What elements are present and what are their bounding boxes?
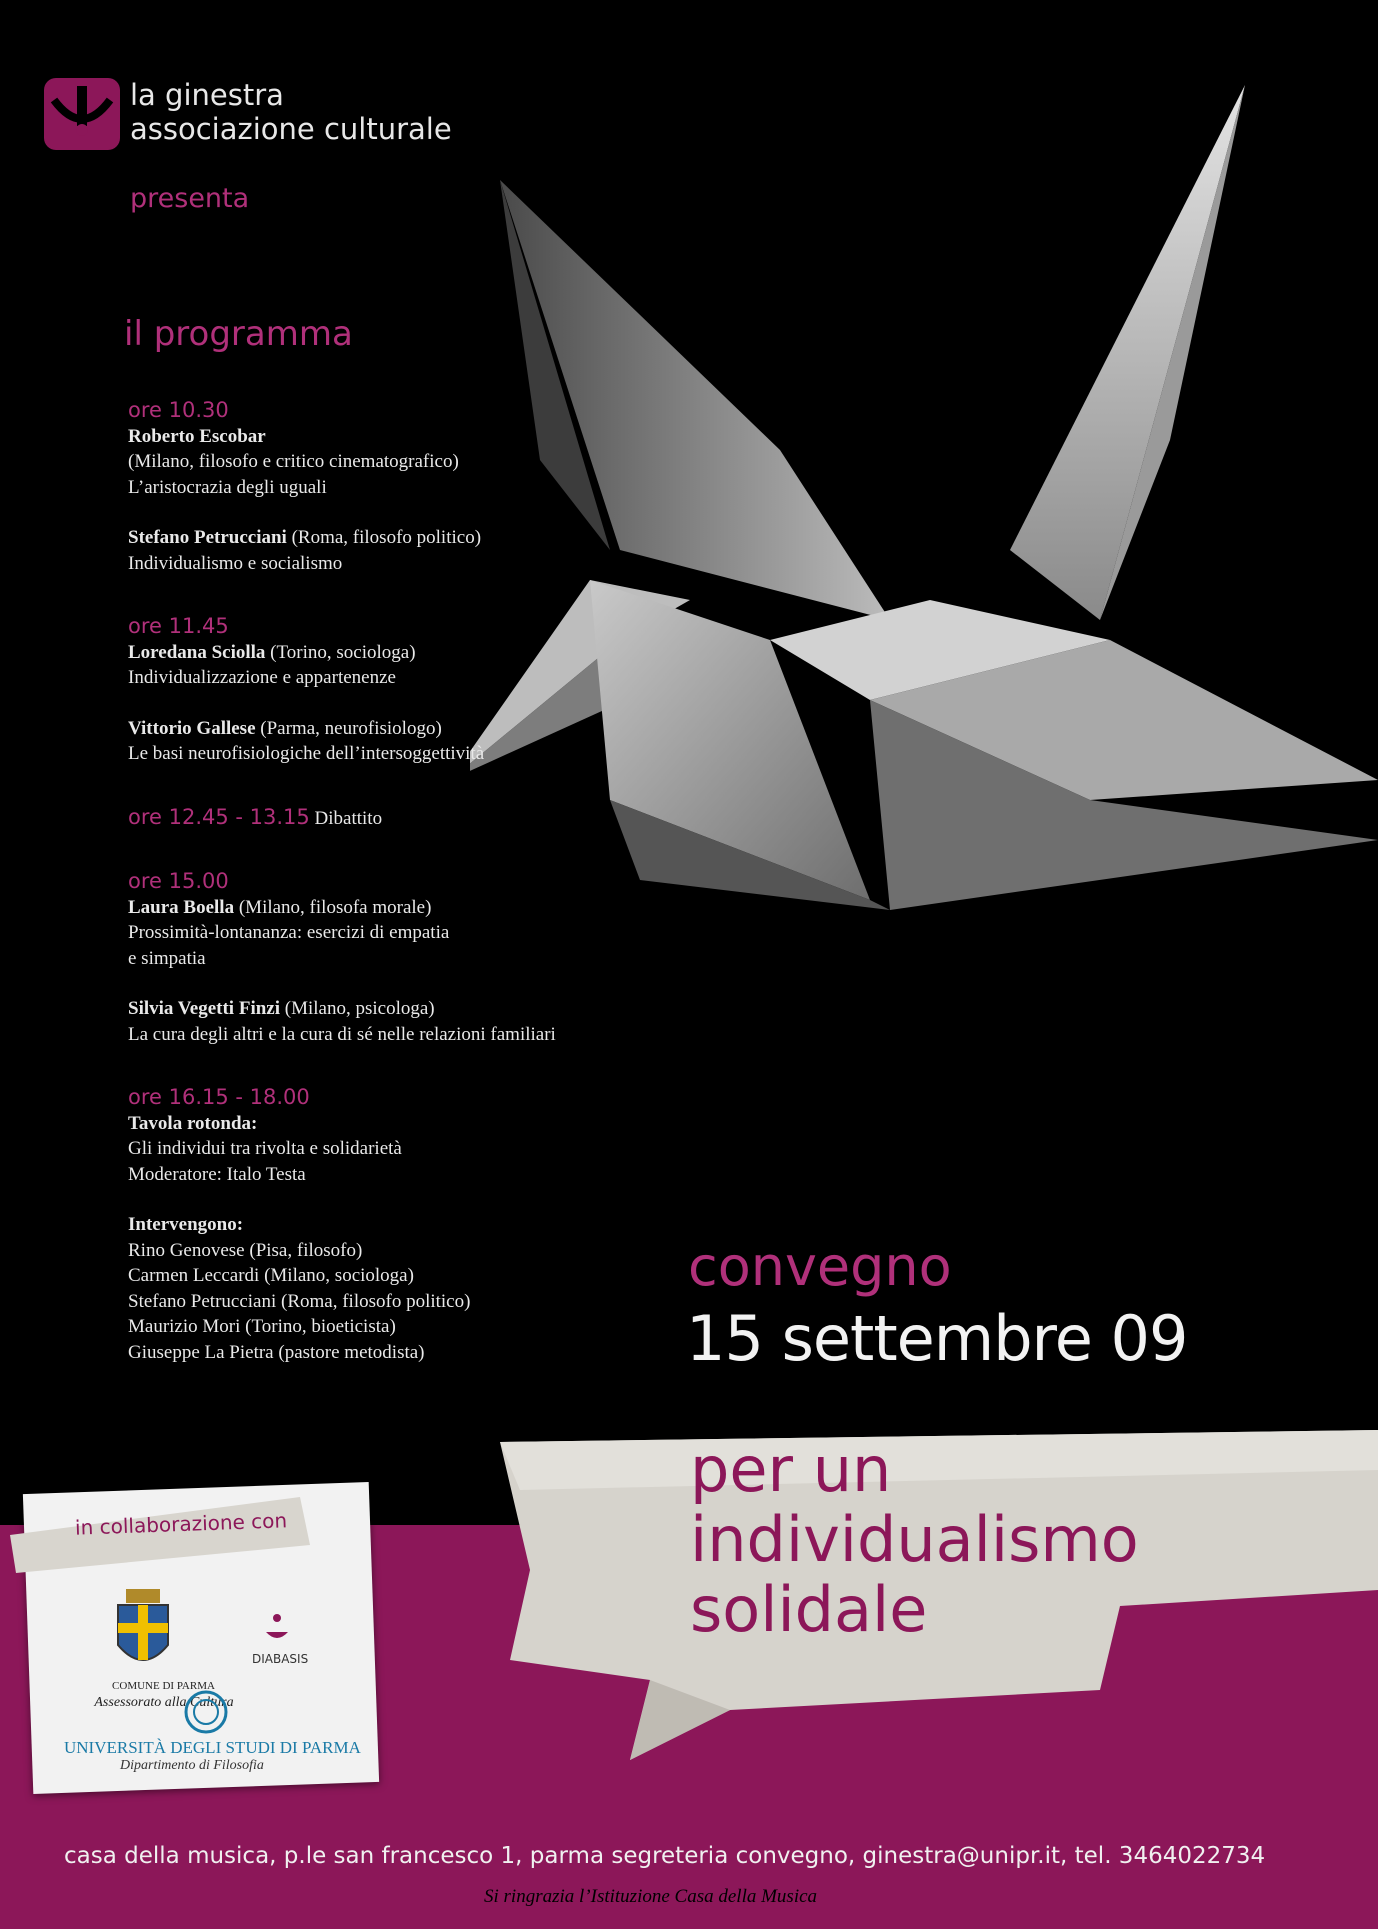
talk-title: Individualizzazione e appartenenze xyxy=(128,667,396,688)
diabasis-label: DIABASIS xyxy=(252,1652,309,1666)
session-time: ore 10.30 xyxy=(128,398,229,422)
speaker-name: Silvia Vegetti Finzi xyxy=(128,998,280,1019)
program-title: il programma xyxy=(124,314,353,354)
diabasis-logo-icon xyxy=(262,1612,292,1646)
speaker-info: (Roma, filosofo politico) xyxy=(286,527,482,548)
speaker-name: Vittorio Gallese xyxy=(128,717,256,739)
assessorato-label: Assessorato alla Cultura xyxy=(94,1695,234,1710)
speaker-item: Carmen Leccardi (Milano, sociologa) xyxy=(128,1265,414,1286)
presenta-label: presenta xyxy=(130,183,250,214)
talk-title: L’aristocrazia degli uguali xyxy=(128,476,327,498)
event-title-line2: individualismo xyxy=(690,1503,1139,1576)
session-time: ore 11.45 xyxy=(128,614,229,638)
event-title-line1: per un xyxy=(690,1433,892,1506)
speaker-name: Roberto Escobar xyxy=(128,425,266,447)
comune-di-parma-label: COMUNE DI PARMA xyxy=(112,1680,215,1692)
speaker-item: Maurizio Mori (Torino, bioeticista) xyxy=(128,1316,396,1337)
department-label: Dipartimento di Filosofia xyxy=(120,1758,264,1773)
speaker-info: (Torino, sociologa) xyxy=(265,641,416,663)
org-name-line2: associazione culturale xyxy=(130,112,452,146)
university-seal-icon xyxy=(184,1690,228,1734)
org-name-line1: la ginestra xyxy=(130,78,284,112)
speaker-info: (Milano, filosofo e critico cinematografico) xyxy=(128,451,459,472)
speaker-item: Giuseppe La Pietra (pastore metodista) xyxy=(128,1341,425,1363)
program-list xyxy=(128,398,668,1390)
event-title-line3: solidale xyxy=(690,1573,928,1646)
talk-title-cont: e simpatia xyxy=(128,947,206,969)
speaker-item: Rino Genovese (Pisa, filosofo) xyxy=(128,1239,363,1261)
session-1145 xyxy=(128,614,668,767)
la-ginestra-logo-icon xyxy=(44,78,120,150)
session-time: ore 15.00 xyxy=(128,869,229,893)
comune-di-parma-crest-icon xyxy=(108,1585,178,1677)
speaker-item: Stefano Petrucciani (Roma, filosofo politico) xyxy=(128,1290,471,1312)
roundtable-moderator: Moderatore: Italo Testa xyxy=(128,1163,306,1185)
collaboration-label: in collaborazione con xyxy=(74,1508,288,1540)
session-label: Dibattito xyxy=(309,807,383,829)
session-1500 xyxy=(128,869,668,1047)
roundtable-title: Tavola rotonda: xyxy=(128,1112,258,1134)
footer-thanks: Si ringrazia l’Istituzione Casa della Musica xyxy=(484,1886,818,1907)
org-name xyxy=(130,78,452,146)
talk-title: Prossimità-lontananza: esercizi di empatia xyxy=(128,922,450,943)
talk-title: Individualismo e socialismo xyxy=(128,552,343,574)
convegno-label: convegno xyxy=(688,1235,952,1298)
university-label: UNIVERSITÀ DEGLI STUDI DI PARMA xyxy=(64,1738,361,1757)
speaker-info: (Milano, psicologa) xyxy=(280,998,435,1019)
speaker-name: Laura Boella xyxy=(128,896,235,918)
session-1030 xyxy=(128,398,668,576)
speaker-name: Stefano Petrucciani xyxy=(128,527,287,548)
speaker-info: (Milano, filosofa morale) xyxy=(234,896,432,918)
session-debate xyxy=(128,805,668,832)
speaker-info: (Parma, neurofisiologo) xyxy=(255,717,442,739)
talk-title: Le basi neurofisiologiche dell’intersoggettività xyxy=(128,743,485,764)
session-time: ore 12.45 - 13.15 xyxy=(128,804,310,829)
roundtable-topic: Gli individui tra rivolta e solidarietà xyxy=(128,1138,402,1159)
session-roundtable xyxy=(128,1085,668,1365)
talk-title: La cura degli altri e la cura di sé nelle relazioni familiari xyxy=(128,1023,556,1045)
speaker-name: Loredana Sciolla xyxy=(128,641,266,663)
event-date: 15 settembre 09 xyxy=(686,1302,1188,1375)
event-title xyxy=(690,1435,1139,1645)
speakers-title: Intervengono: xyxy=(128,1214,244,1235)
session-time: ore 16.15 - 18.00 xyxy=(128,1085,310,1109)
footer-info: casa della musica, p.le san francesco 1, parma segreteria convegno, ginestra@unipr.it, tel. 3464022734 xyxy=(64,1843,1266,1869)
